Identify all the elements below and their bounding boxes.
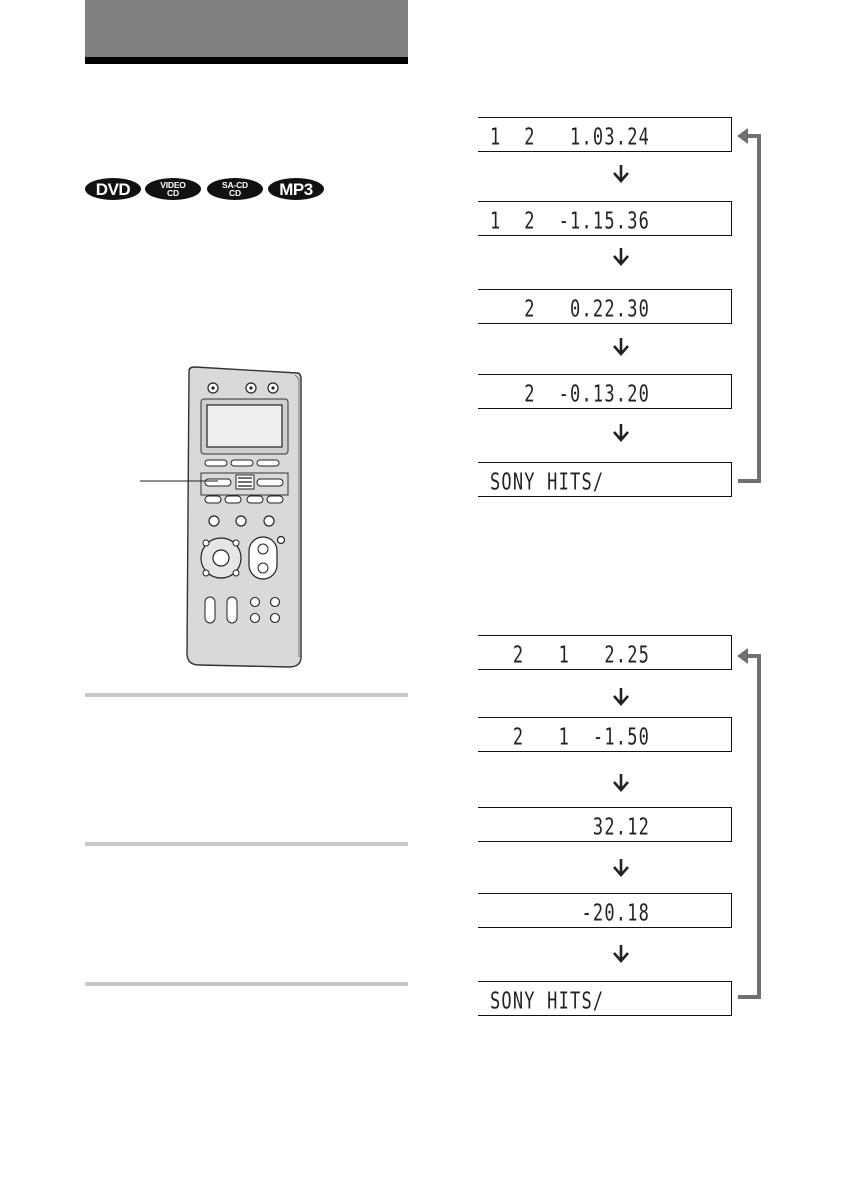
down-arrow-icon [612, 337, 630, 357]
step-divider-3 [85, 982, 408, 986]
down-arrow-icon [612, 773, 630, 793]
video-cd-disc-icon: VIDEO CD [145, 178, 201, 200]
down-arrow-icon [612, 687, 630, 707]
front-panel-display: 2 -0.13.20 [478, 374, 732, 409]
callout-leader-line [140, 476, 220, 488]
dvd-disc-icon: DVD [85, 178, 141, 200]
front-panel-display: 2 1 -1.50 [478, 717, 732, 752]
step-divider-2 [85, 842, 408, 846]
front-panel-display: SONY HITS/ [478, 462, 732, 497]
down-arrow-icon [612, 944, 630, 964]
section-header-tab [85, 0, 408, 57]
down-arrow-icon [612, 164, 630, 184]
sacd-cd-disc-icon: SA-CD CD [207, 178, 263, 200]
front-panel-display: SONY HITS/ [478, 981, 732, 1016]
down-arrow-icon [612, 423, 630, 443]
cycle-return-arrow [734, 120, 770, 490]
section-header-rule [85, 57, 408, 64]
front-panel-display: 1 2 1.03.24 [478, 117, 732, 152]
cycle-return-arrow [734, 640, 770, 1010]
step-divider-1 [85, 693, 408, 697]
front-panel-display: 1 2 -1.15.36 [478, 201, 732, 236]
front-panel-display: -20.18 [478, 893, 732, 928]
front-panel-display: 2 0.22.30 [478, 289, 732, 324]
front-panel-display: 32.12 [478, 807, 732, 842]
down-arrow-icon [612, 858, 630, 878]
front-panel-display: 2 1 2.25 [478, 635, 732, 670]
down-arrow-icon [612, 247, 630, 267]
remote-control-illustration [185, 365, 303, 670]
mp3-disc-icon: MP3 [268, 178, 324, 200]
